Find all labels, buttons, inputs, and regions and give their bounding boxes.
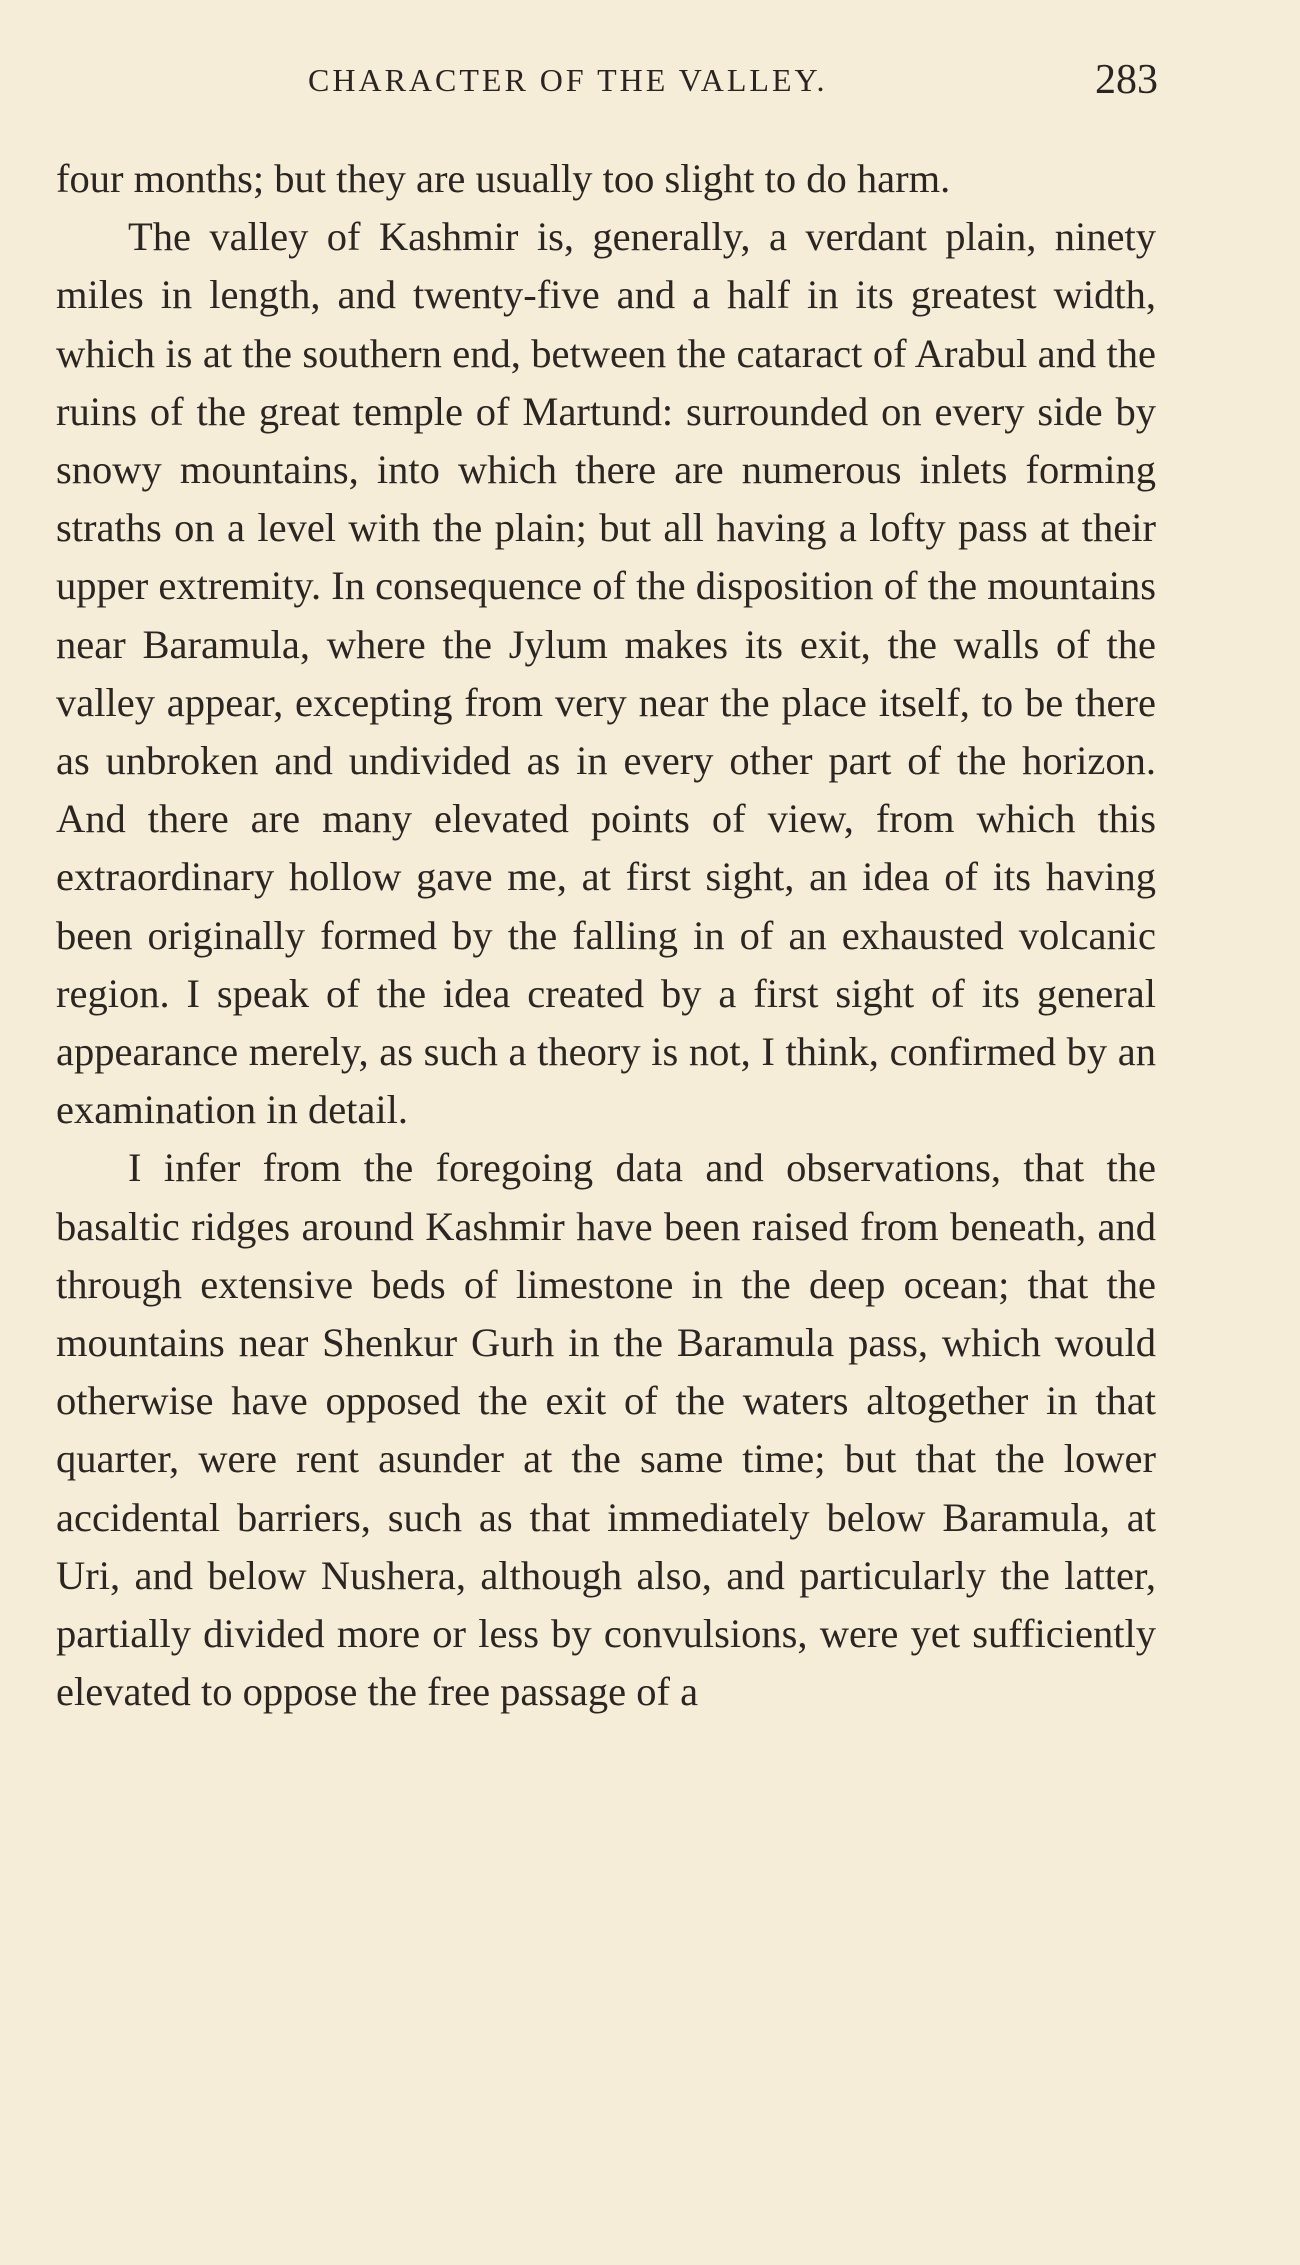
paragraph-inference: I infer from the foregoing data and observations, that the basaltic ridges around Kashmir have been raised from beneath, and through extensive beds of limestone in the deep ocean; that the mountains near Shenkur Gurh in the Baramula pass, which would otherwise have opposed the exit of the waters altogether in that quarter, were rent asunder at the same time; but that the lower accidental barriers, such as that immediately below Baramula, at Uri, and below Nushera, although also, and particularly the latter, partially divided more or less by convulsions, were yet sufficiently elevated to oppose the free passage of a <box>56 1145 1156 1715</box>
running-head: CHARACTER OF THE VALLEY. <box>308 62 828 98</box>
body-text <box>56 150 1156 1721</box>
page-number: 283 <box>1095 57 1158 103</box>
paragraph-continued: four months; but they are usually too slight to do harm. <box>56 156 951 201</box>
paragraph-valley-description: The valley of Kashmir is, generally, a verdant plain, ninety miles in length, and twenty-five and a half in its greatest width, which is at the southern end, between the cataract of Arabul and the ruins of the great temple of Martund: surrounded on every side by snowy mountains, into which there are numerous inlets forming straths on a level with the plain; but all having a lofty pass at their upper extremity. In consequence of the disposition of the mountains near Baramula, where the Jylum makes its exit, the walls of the valley appear, excepting from very near the place itself, to be there as unbroken and undivided as in every other part of the horizon. And there are many elevated points of view, from which this extraordinary hollow gave me, at first sight, an idea of its having been originally formed by the falling in of an exhausted volcanic region. I speak of the idea created by a first sight of its general appearance merely, as such a theory is not, I think, confirmed by an examination in detail. <box>56 214 1156 1133</box>
page-header <box>58 54 1158 110</box>
